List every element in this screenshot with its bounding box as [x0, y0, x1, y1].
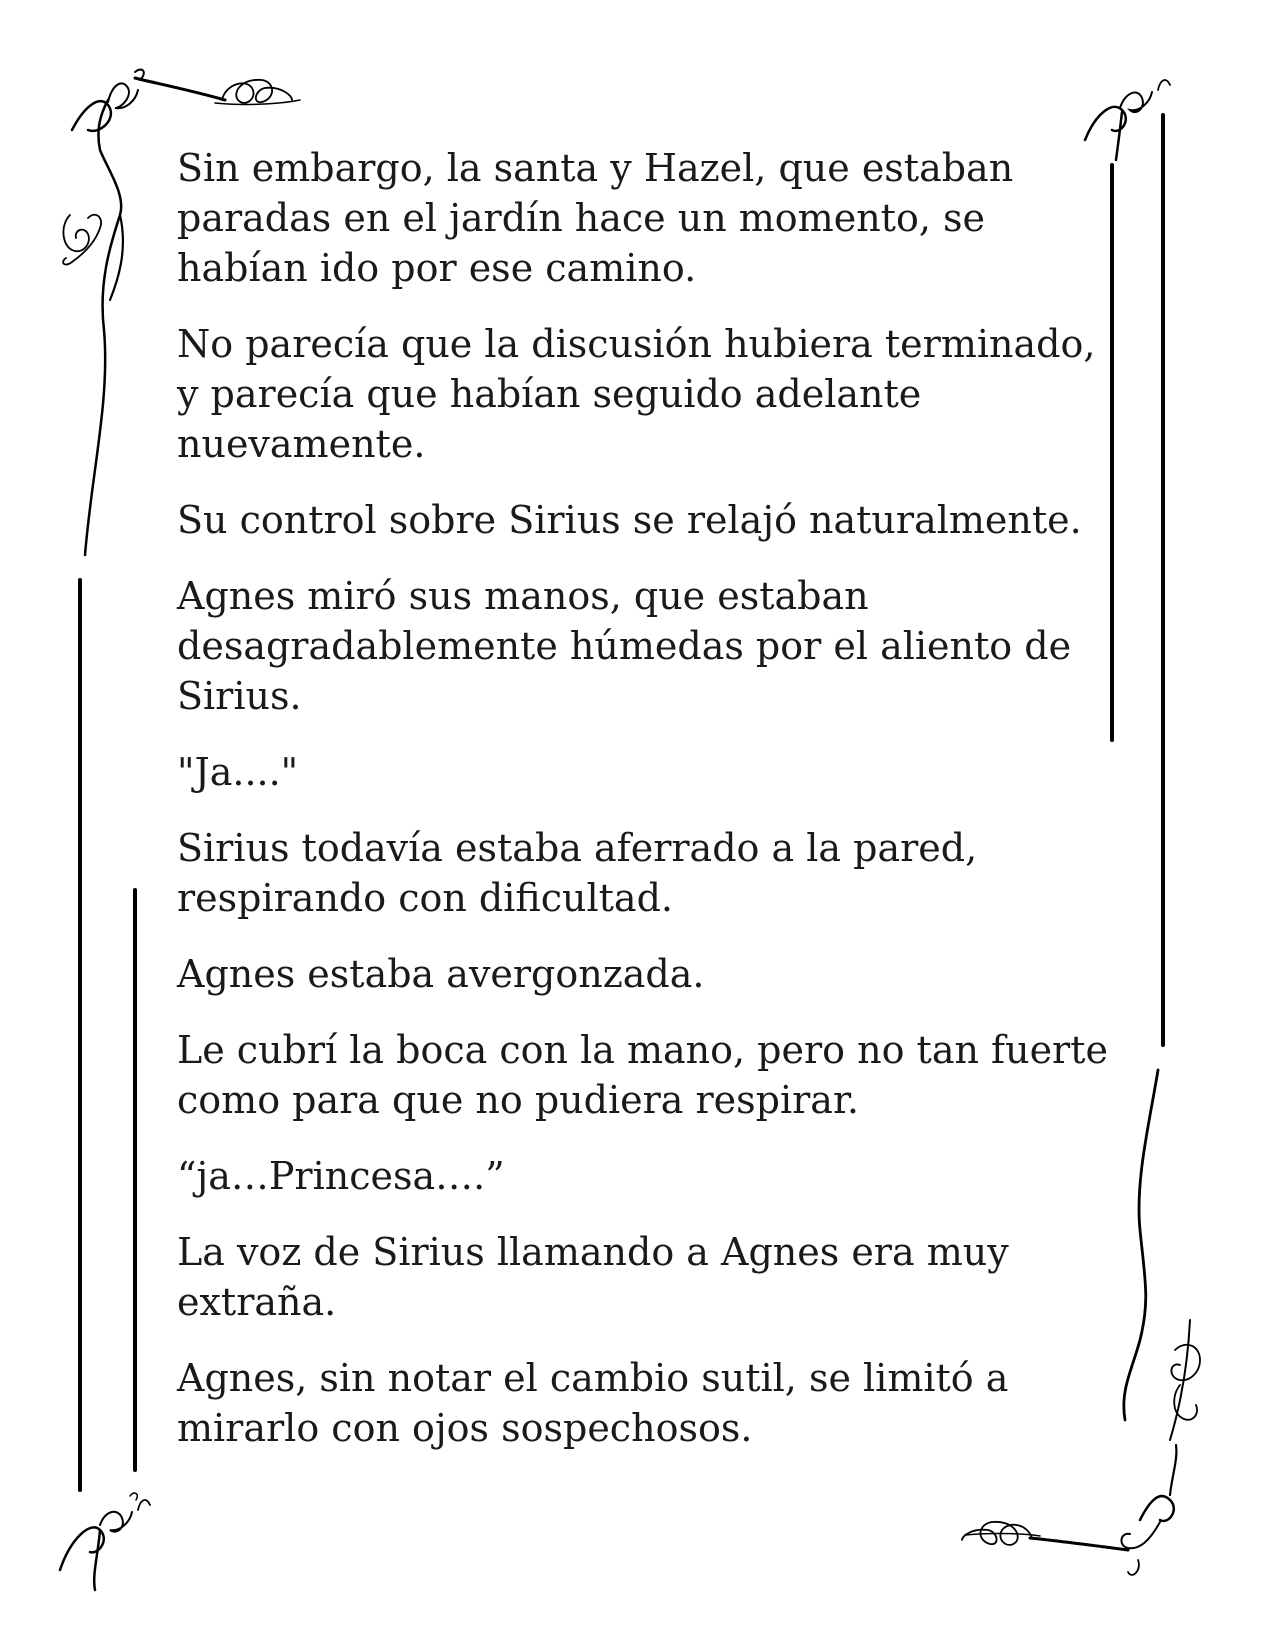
paragraph-10 [177, 1227, 1107, 1327]
body-text [177, 143, 1107, 1479]
flourish-bottom-left-ornament [60, 1493, 150, 1590]
paragraph-11 [177, 1353, 1107, 1453]
text-line: Sirius. [177, 674, 302, 718]
text-line: “ja…Princesa….” [177, 1154, 505, 1198]
paragraph-5 [177, 747, 1107, 797]
text-line: y parecía que habían seguido adelante [177, 372, 922, 416]
text-line: paradas en el jardín hace un momento, se [177, 196, 985, 240]
text-line: extraña. [177, 1280, 337, 1324]
text-line: desagradablemente húmedas por el aliento de [177, 624, 1072, 668]
text-line: nuevamente. [177, 422, 426, 466]
text-line: "Ja...." [177, 750, 299, 794]
paragraph-6 [177, 823, 1107, 923]
text-line: mirarlo con ojos sospechosos. [177, 1406, 753, 1450]
text-line: Sirius todavía estaba aferrado a la pared, [177, 826, 978, 870]
text-line: respirando con dificultad. [177, 876, 673, 920]
text-line: Sin embargo, la santa y Hazel, que estaban [177, 146, 1014, 190]
paragraph-4 [177, 571, 1107, 721]
text-line: Su control sobre Sirius se relajó naturalmente. [177, 498, 1082, 542]
text-line: Le cubrí la boca con la mano, pero no tan fuerte [177, 1028, 1108, 1072]
text-line: No parecía que la discusión hubiera terminado, [177, 322, 1096, 366]
paragraph-3 [177, 495, 1107, 545]
paragraph-8 [177, 1025, 1107, 1125]
paragraph-7 [177, 949, 1107, 999]
text-line: Agnes estaba avergonzada. [177, 952, 705, 996]
paragraph-9 [177, 1151, 1107, 1201]
paragraph-2 [177, 319, 1107, 469]
text-line: Agnes, sin notar el cambio sutil, se limitó a [177, 1356, 1009, 1400]
text-line: La voz de Sirius llamando a Agnes era muy [177, 1230, 1009, 1274]
text-line: habían ido por ese camino. [177, 246, 697, 290]
text-line: como para que no pudiera respirar. [177, 1078, 860, 1122]
paragraph-1 [177, 143, 1107, 293]
text-line: Agnes miró sus manos, que estaban [177, 574, 869, 618]
